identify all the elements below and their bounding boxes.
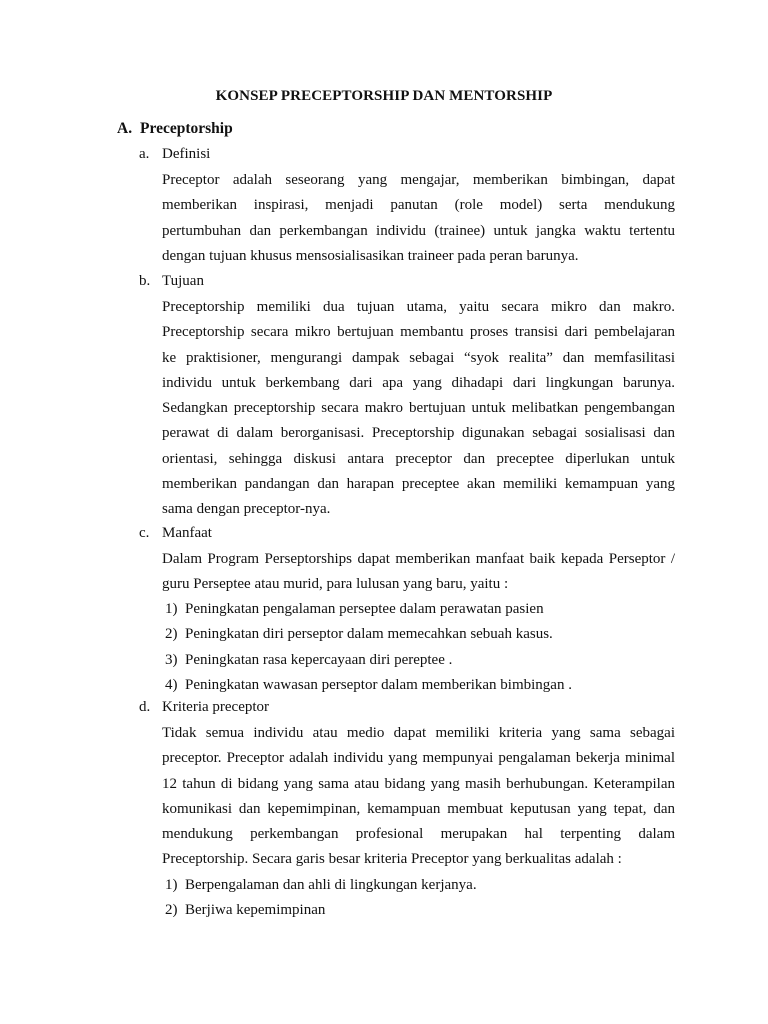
list-item-text: Peningkatan wawasan perseptor dalam memberikan bimbingan .	[185, 676, 572, 693]
list-item	[165, 873, 477, 898]
list-item-number: 1)	[165, 877, 178, 893]
text-line: sama dengan preceptor-nya.	[162, 501, 331, 518]
text-line: pertumbuhan dan perkembangan individu (trainee) untuk jangka waktu tertentu	[162, 222, 675, 239]
text-line: Preceptor adalah seseorang yang mengajar, memberikan bimbingan, dapat	[162, 172, 675, 188]
text-line: memberikan pandangan dan harapan preceptee akan memiliki kemampuan yang	[162, 476, 675, 493]
list-item-number: 4)	[165, 676, 178, 693]
list-item-text: Peningkatan pengalaman perseptee dalam perawatan pasien	[185, 601, 544, 617]
list-item-number: 3)	[165, 651, 178, 668]
subheading-tujuan	[139, 273, 204, 290]
list-item-number: 2)	[165, 902, 178, 919]
subheading-definisi	[139, 146, 210, 163]
list-item-number: 1)	[165, 601, 178, 617]
list-item	[165, 597, 572, 622]
text-line: orientasi, sehingga diskusi antara preceptor dan preceptee diperlukan untuk	[162, 450, 675, 467]
list-item	[165, 648, 572, 673]
text-line: guru Perseptee atau murid, para lulusan yang baru, yaitu :	[162, 576, 509, 593]
subheading-number: d.	[139, 699, 151, 715]
subheading-kriteria	[139, 699, 269, 716]
subheading-label: Tujuan	[162, 273, 204, 289]
subheading-label: Kriteria preceptor	[162, 699, 270, 715]
section-number: A.	[117, 120, 133, 137]
text-line: Sedangkan preceptorship secara makro bertujuan untuk melibatkan pengembangan	[162, 400, 675, 417]
subheading-label: Manfaat	[162, 525, 212, 541]
list-item	[165, 622, 572, 647]
list-item	[165, 898, 477, 923]
list-item	[165, 673, 572, 698]
text-line: ke praktisioner, mengurangi dampak sebagai “syok realita” dan memfasilitasi	[162, 349, 675, 366]
subheading-number: c.	[139, 525, 150, 541]
section-label: Preceptorship	[140, 120, 233, 137]
text-line: individu untuk berkembang dari apa yang dihadapi dari lingkungan barunya.	[162, 374, 675, 391]
subheading-manfaat	[139, 525, 212, 542]
list-kriteria	[165, 873, 477, 924]
paragraph-manfaat	[162, 547, 675, 598]
section-heading-preceptorship	[117, 120, 233, 138]
paragraph-kriteria	[162, 721, 675, 873]
text-line: Preceptorship secara mikro bertujuan membantu proses transisi dari pembelajaran	[162, 324, 675, 341]
document-title: KONSEP PRECEPTORSHIP DAN MENTORSHIP	[215, 88, 553, 104]
list-item-text: Berjiwa kepemimpinan	[185, 902, 326, 919]
paragraph-tujuan	[162, 295, 675, 523]
text-line: preceptor. Preceptor adalah individu yang mempunyai pengalaman bekerja minimal	[162, 750, 675, 767]
text-line: Preceptorship memiliki dua tujuan utama, yaitu secara mikro dan makro.	[162, 299, 675, 315]
text-line: dengan tujuan khusus mensosialisasikan traineer pada peran barunya.	[162, 247, 579, 264]
text-line: Preceptorship. Secara garis besar kriteria Preceptor yang berkualitas adalah :	[162, 851, 622, 868]
list-manfaat	[165, 597, 572, 698]
text-line: memberikan inspirasi, menjadi panutan (role model) serta mendukung	[162, 197, 675, 214]
text-line: komunikasi dan kepemimpinan, kemampuan membuat keputusan yang tepat, dan	[162, 800, 675, 817]
subheading-number: a.	[139, 146, 150, 162]
subheading-label: Definisi	[162, 146, 211, 162]
list-item-text: Peningkatan rasa kepercayaan diri pereptee .	[185, 651, 453, 668]
text-line: perawat di dalam berorganisasi. Preceptorship digunakan sebagai sosialisasi dan	[162, 425, 675, 442]
text-line: 12 tahun di bidang yang sama atau bidang yang masih berhubungan. Keterampilan	[162, 775, 675, 792]
text-line: Tidak semua individu atau medio dapat memiliki kriteria yang sama sebagai	[162, 725, 675, 741]
text-line: mendukung perkembangan profesional merupakan hal terpenting dalam	[162, 826, 675, 843]
paragraph-definisi	[162, 168, 675, 269]
list-item-text: Peningkatan diri perseptor dalam memecahkan sebuah kasus.	[185, 626, 553, 643]
list-item-number: 2)	[165, 626, 178, 643]
list-item-text: Berpengalaman dan ahli di lingkungan kerjanya.	[185, 877, 477, 893]
subheading-number: b.	[139, 273, 151, 289]
text-line: Dalam Program Perseptorships dapat memberikan manfaat baik kepada Perseptor /	[162, 551, 675, 567]
